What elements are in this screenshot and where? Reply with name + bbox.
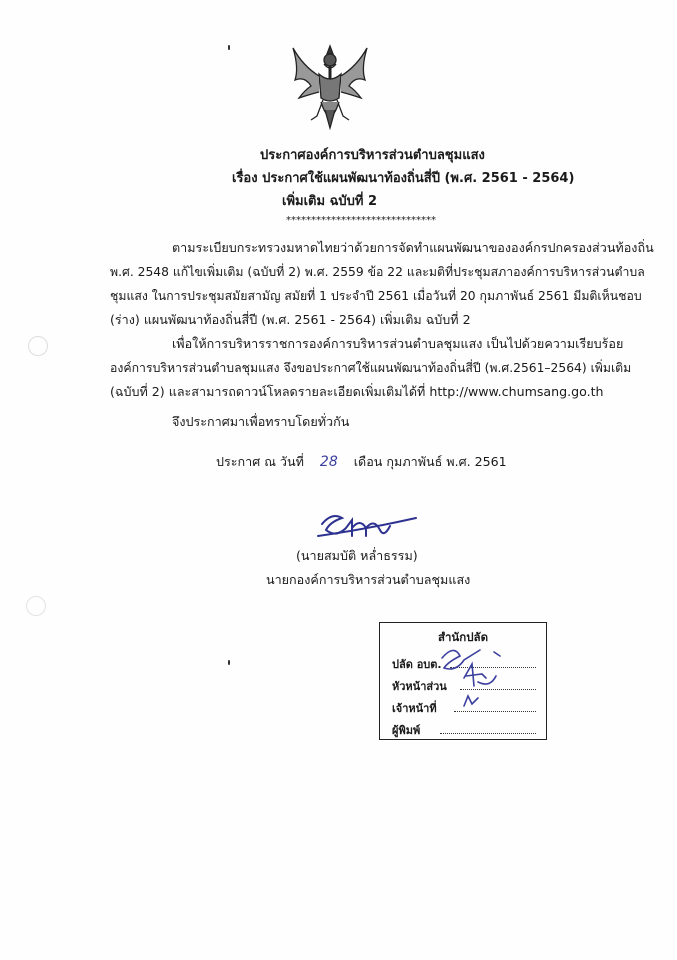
- stamp-row-label: เจ้าหน้าที่: [392, 702, 437, 715]
- scan-speck: [228, 660, 230, 665]
- paragraph-1-line-1: ตามระเบียบกระทรวงมหาดไทยว่าด้วยการจัดทำแผนพัฒนาขององค์กรปกครองส่วนท้องถิ่น: [172, 240, 654, 255]
- closing-line: จึงประกาศมาเพื่อทราบโดยทั่วกัน: [172, 414, 350, 429]
- date-day-handwritten: 28: [319, 454, 338, 470]
- date-suffix: เดือน กุมภาพันธ์ พ.ศ. 2561: [353, 454, 507, 469]
- stamp-row-label: ปลัด อบต.: [392, 658, 442, 671]
- garuda-emblem-icon: [289, 40, 371, 132]
- date-prefix: ประกาศ ณ วันที่: [216, 454, 304, 469]
- punch-hole: [26, 596, 46, 616]
- punch-hole: [28, 336, 48, 356]
- edition-line: เพิ่มเติม ฉบับที่ 2: [282, 194, 378, 209]
- stamp-row-label: หัวหน้าส่วน: [392, 680, 447, 693]
- signer-name: (นายสมบัติ หล่ำธรรม): [296, 548, 418, 563]
- paragraph-1-line-4: (ร่าง) แผนพัฒนาท้องถิ่นสี่ปี (พ.ศ. 2561 - 2564) เพิ่มเติม ฉบับที่ 2: [110, 312, 471, 327]
- paragraph-2-line-1: เพื่อให้การบริหารราชการองค์การบริหารส่วนตำบลชุมแสง เป็นไปด้วยความเรียบร้อย: [172, 336, 624, 351]
- separator-stars: ******************************: [286, 215, 436, 226]
- org-title: ประกาศองค์การบริหารส่วนตำบลชุมแสง: [260, 148, 485, 163]
- paragraph-2-line-2: องค์การบริหารส่วนตำบลชุมแสง จึงขอประกาศใช้แผนพัฒนาท้องถิ่นสี่ปี (พ.ศ.2561–2564) เพิ่มเติม: [110, 361, 632, 375]
- stamp-heading: สำนักปลัด: [437, 630, 489, 644]
- scan-speck: [228, 45, 230, 50]
- stamp-row-line: [440, 733, 536, 734]
- signer-title: นายกองค์การบริหารส่วนตำบลชุมแสง: [266, 572, 471, 587]
- signature-scribble: [312, 508, 422, 546]
- paragraph-2-line-3: (ฉบับที่ 2) และสามารถดาวน์โหลดรายละเอียดเพิ่มเติมได้ที่ http://www.chumsang.go.th: [110, 384, 604, 399]
- paragraph-1-line-3: ชุมแสง ในการประชุมสมัยสามัญ สมัยที่ 1 ประจำปี 2561 เมื่อวันที่ 20 กุมภาพันธ์ 2561 มีมติเห็นชอบ: [110, 289, 642, 303]
- stamp-row-label: ผู้พิมพ์: [392, 724, 421, 737]
- date-line: [216, 454, 507, 470]
- paragraph-1-line-2: พ.ศ. 2548 แก้ไขเพิ่มเติม (ฉบับที่ 2) พ.ศ. 2559 ข้อ 22 และมติที่ประชุมสภาองค์การบริหารส่วนตำบล: [110, 265, 645, 279]
- stamp-initials-scribble: [434, 642, 534, 712]
- subject-line: เรื่อง ประกาศใช้แผนพัฒนาท้องถิ่นสี่ปี (พ.ศ. 2561 - 2564): [232, 171, 575, 186]
